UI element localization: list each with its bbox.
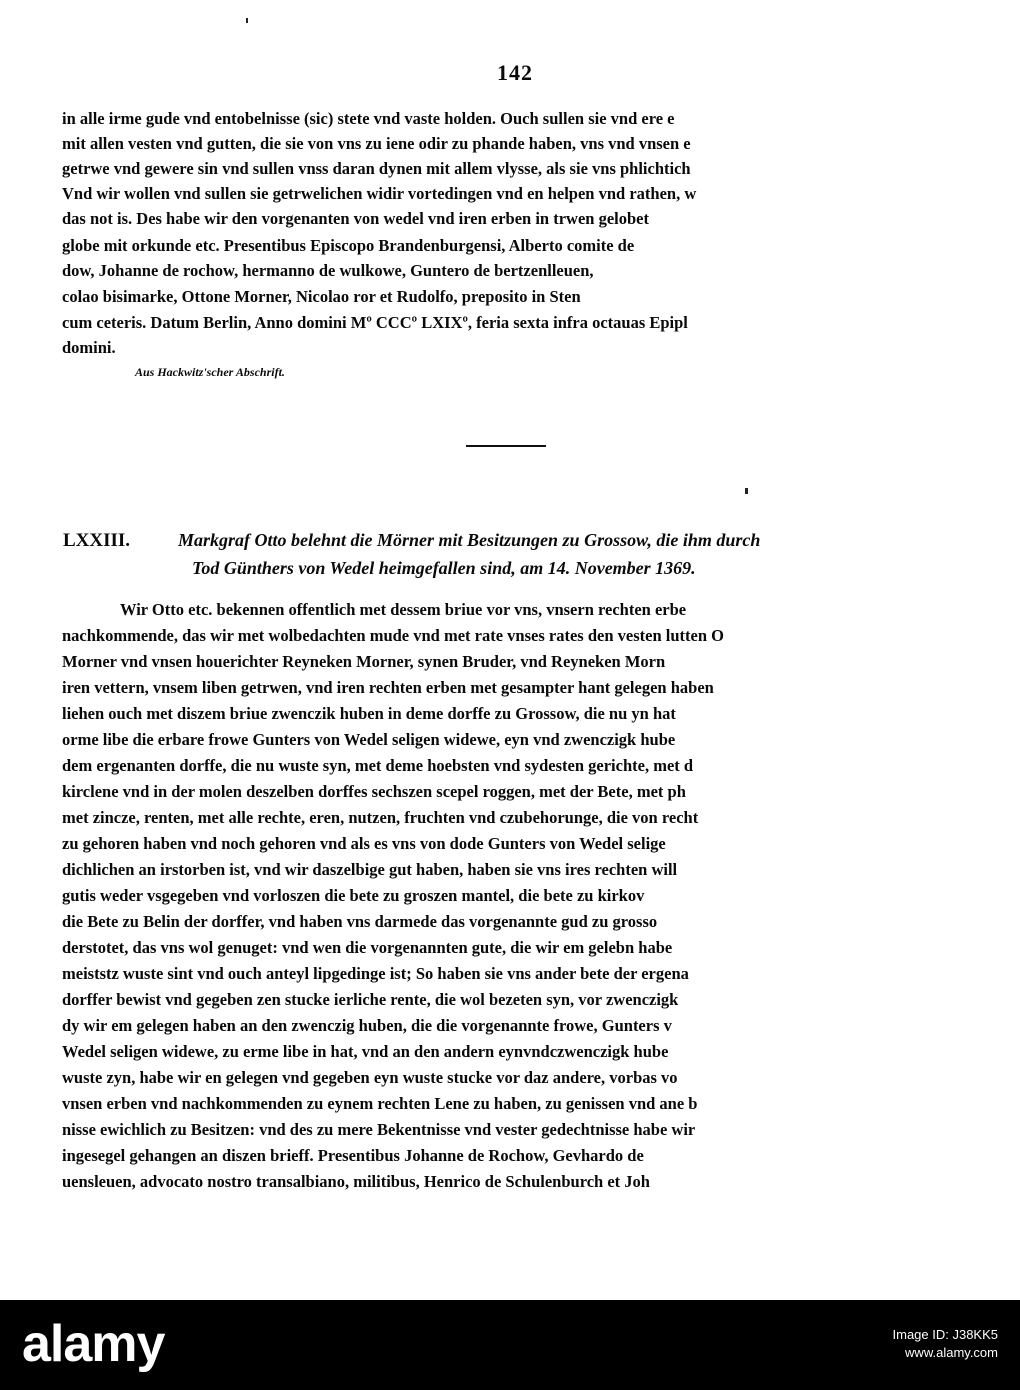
watermark-footer bbox=[0, 1300, 1020, 1390]
text-line: Wir Otto etc. bekennen offentlich met dessem briue vor vns, vnsern rechten erbe bbox=[120, 600, 687, 619]
text-line: iren vettern, vnsem liben getrwen, vnd iren rechten erben met gesampter hant gelegen haben bbox=[62, 678, 714, 697]
text-line: met zincze, renten, met alle rechte, eren, nutzen, fruchten vnd czubehorunge, die von recht bbox=[62, 808, 699, 827]
text-line: mit allen vesten vnd gutten, die sie von vns zu iene odir zu phande haben, vns vnd vnsen e bbox=[62, 134, 691, 153]
text-line: die Bete zu Belin der dorffer, vnd haben vns darmede das vorgenannte gud zu grosso bbox=[62, 912, 658, 931]
print-speck bbox=[246, 18, 248, 23]
text-line: nisse ewichlich zu Besitzen: vnd des zu mere Bekentnisse vnd vester gedechtnisse habe wir bbox=[62, 1120, 696, 1139]
text-line: dem ergenanten dorffe, die nu wuste syn, met deme hoebsten vnd sydesten gerichte, met d bbox=[62, 756, 694, 775]
alamy-logo: alamy bbox=[22, 1315, 165, 1373]
text-line: dorffer bewist vnd gegeben zen stucke ierliche rente, die wol bezeten syn, vor zwenczigk bbox=[62, 990, 679, 1009]
site-url: www.alamy.com bbox=[905, 1345, 998, 1360]
text-line: ingesegel gehangen an diszen brieff. Presentibus Johanne de Rochow, Gevhardo de bbox=[62, 1146, 644, 1165]
text-line: derstotet, das vns wol genuget: vnd wen die vorgenannten gute, die wir em gelebn habe bbox=[62, 938, 673, 957]
source-note: Aus Hackwitz'scher Abschrift. bbox=[135, 365, 285, 379]
text-line: domini. bbox=[62, 338, 116, 357]
text-line: Wedel seligen widewe, zu erme libe in hat, vnd an den andern eynvndczwenczigk hube bbox=[62, 1042, 669, 1061]
text-line: dichlichen an irstorben ist, vnd wir daszelbige gut haben, haben sie vns ires rechten will bbox=[62, 860, 678, 879]
text-line: in alle irme gude vnd entobelnisse (sic) stete vnd vaste holden. Ouch sullen sie vnd ere e bbox=[62, 109, 675, 128]
text-line: gutis weder vsgegeben vnd vorloszen die bete zu groszen mantel, die bete zu kirkov bbox=[62, 886, 645, 905]
text-line: dow, Johanne de rochow, hermanno de wulkowe, Guntero de bertzenlleuen, bbox=[62, 261, 594, 280]
charter-number: LXXIII. bbox=[63, 530, 131, 551]
charter-title-line-2: Tod Günthers von Wedel heimgefallen sind, am 14. November 1369. bbox=[192, 558, 696, 578]
text-line: vnsen erben vnd nachkommenden zu eynem rechten Lene zu haben, zu genissen vnd ane b bbox=[62, 1094, 698, 1113]
text-line: Vnd wir wollen vnd sullen sie getrwelichen widir vortedingen vnd en helpen vnd rathen, w bbox=[62, 184, 697, 203]
text-line: kirclene vnd in der molen deszelben dorffes sechszen scepel roggen, met der Bete, met ph bbox=[62, 782, 686, 801]
charter-title-line-1: Markgraf Otto belehnt die Mörner mit Besitzungen zu Grossow, die ihm durch bbox=[178, 530, 761, 550]
text-line: dy wir em gelegen haben an den zwenczig huben, die die vorgenannte frowe, Gunters v bbox=[62, 1016, 672, 1035]
text-line: cum ceteris. Datum Berlin, Anno domini Mº CCCº LXIXº, feria sexta infra octauas Epipl bbox=[62, 313, 688, 332]
section-divider bbox=[466, 445, 546, 447]
text-line: colao bisimarke, Ottone Morner, Nicolao ror et Rudolfo, preposito in Sten bbox=[62, 287, 581, 306]
text-line: globe mit orkunde etc. Presentibus Episcopo Brandenburgensi, Alberto comite de bbox=[62, 236, 635, 255]
text-line: orme libe die erbare frowe Gunters von Wedel seligen widewe, eyn vnd zwenczigk hube bbox=[62, 730, 676, 749]
text-line: wuste zyn, habe wir en gelegen vnd gegeben eyn wuste stucke vor daz andere, vorbas vo bbox=[62, 1068, 678, 1087]
image-id: Image ID: J38KK5 bbox=[892, 1327, 998, 1342]
text-line: das not is. Des habe wir den vorgenanten von wedel vnd iren erben in trwen gelobet bbox=[62, 209, 649, 228]
text-line: liehen ouch met diszem briue zwenczik huben in deme dorffe zu Grossow, die nu yn hat bbox=[62, 704, 676, 723]
text-line: zu gehoren haben vnd noch gehoren vnd als es vns von dode Gunters von Wedel selige bbox=[62, 834, 666, 853]
text-line: nachkommende, das wir met wolbedachten mude vnd met rate vnses rates den vesten lutten O bbox=[62, 626, 724, 645]
text-line: Morner vnd vnsen houerichter Reyneken Morner, synen Bruder, vnd Reyneken Morn bbox=[62, 652, 666, 671]
image-id-block bbox=[893, 1326, 999, 1362]
text-line: getrwe vnd gewere sin vnd sullen vnss daran dynen mit allem vlysse, als sie vns phlichtich bbox=[62, 159, 691, 178]
print-speck bbox=[745, 488, 748, 494]
text-line: meiststz wuste sint vnd ouch anteyl lipgedinge ist; So haben sie vns ander bete der ergena bbox=[62, 964, 689, 983]
page-number: 142 bbox=[497, 60, 533, 85]
text-line: uensleuen, advocato nostro transalbiano, militibus, Henrico de Schulenburch et Joh bbox=[62, 1172, 650, 1191]
